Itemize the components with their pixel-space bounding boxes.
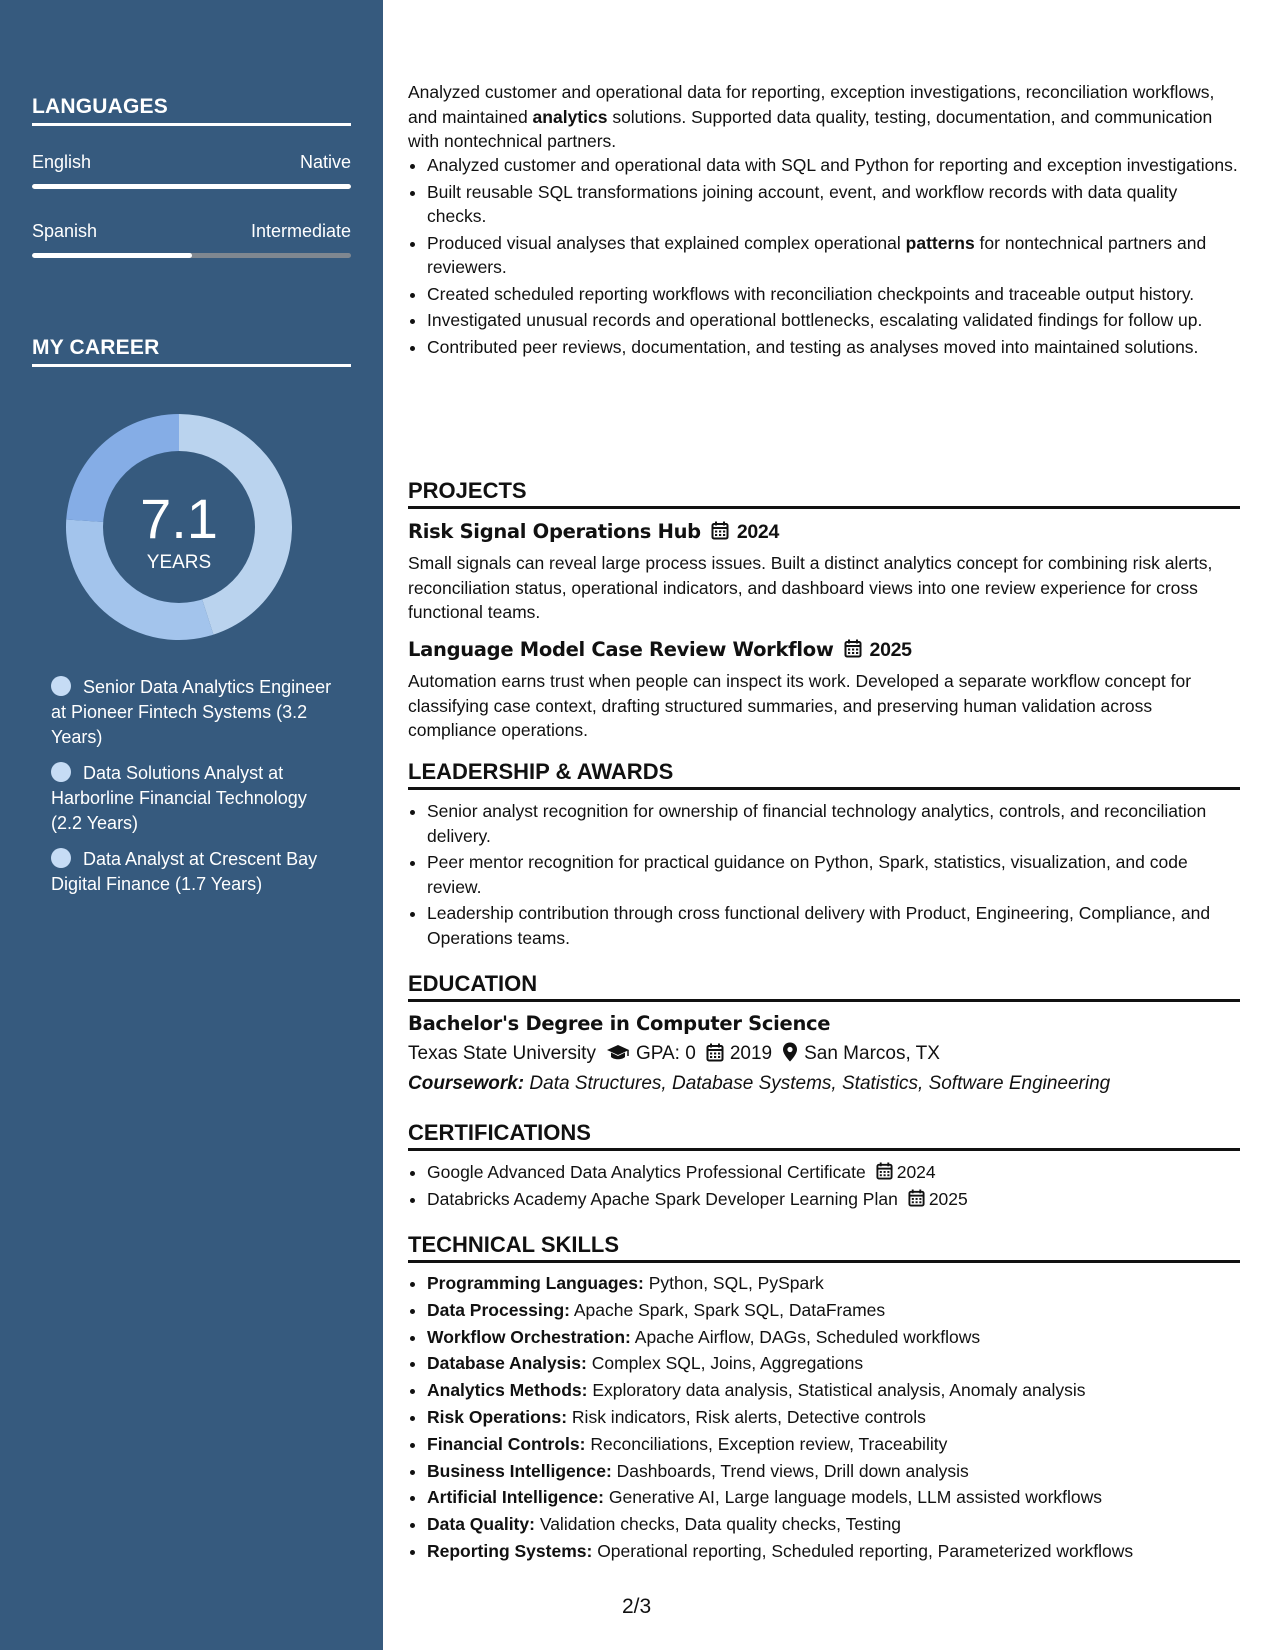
skill-value: Python, SQL, PySpark xyxy=(648,1273,824,1293)
sidebar xyxy=(0,0,383,1650)
coursework-label: Coursework: xyxy=(408,1073,525,1094)
page-number: 2/3 xyxy=(622,1595,652,1618)
list-item: • Analyzed customer and operational data with SQL and Python for reporting and exception investigations. xyxy=(427,153,1240,178)
project-description: Small signals can reveal large process issues. Built a distinct analytics concept for combining risk alerts, reconciliation status, operational indicators, and dashboard views into one review experience for cross functional teams. xyxy=(408,553,1213,622)
skill-label: Business Intelligence: xyxy=(427,1460,612,1481)
list-item: • Contributed peer reviews, documentation, and testing as analyses moved into maintained solutions. xyxy=(427,335,1240,360)
skill-value: Risk indicators, Risk alerts, Detective controls xyxy=(571,1406,926,1427)
skill-label: Financial Controls: xyxy=(427,1433,586,1454)
list-item: • Investigated unusual records and operational bottlenecks, escalating validated findings for follow up. xyxy=(427,308,1240,333)
certification-year: 2024 xyxy=(896,1162,936,1182)
career-heading: MY CAREER xyxy=(32,336,351,367)
project-year: 2024 xyxy=(736,521,780,543)
calendar-icon xyxy=(908,1189,925,1207)
language-spanish-bar-fill xyxy=(32,253,192,258)
career-donut-chart xyxy=(66,414,292,640)
project-name: Language Model Case Review Workflow xyxy=(408,638,834,661)
calendar-icon xyxy=(844,639,862,658)
career-item xyxy=(51,675,341,750)
certification-year: 2025 xyxy=(928,1189,968,1209)
location-text: San Marcos, TX xyxy=(804,1043,940,1064)
language-name: Spanish xyxy=(32,221,98,241)
skill-label: Analytics Methods: xyxy=(427,1380,588,1401)
calendar-icon xyxy=(711,521,729,540)
list-item: • Leadership contribution through cross functional delivery with Product, Engineering, Compliance, and Operations teams. xyxy=(427,901,1240,950)
skill-item xyxy=(427,1297,1240,1324)
skill-value: Dashboards, Trend views, Drill down analysis xyxy=(616,1460,969,1481)
skill-item xyxy=(427,1270,1240,1297)
skill-label: Artificial Intelligence: xyxy=(427,1487,604,1508)
skill-item xyxy=(427,1324,1240,1351)
language-level: Native xyxy=(299,152,351,172)
education-heading: EDUCATION xyxy=(408,971,1240,1002)
skill-label: Workflow Orchestration: xyxy=(427,1326,631,1347)
skill-value: Reconciliations, Exception review, Traceability xyxy=(590,1433,948,1454)
list-item: • Senior analyst recognition for ownership of financial technology analytics, controls, and reconciliation delivery. xyxy=(427,799,1240,848)
experience-summary xyxy=(408,80,1240,154)
skill-value: Generative AI, Large language models, LLM assisted workflows xyxy=(608,1487,1103,1508)
list-item: • Built reusable SQL transformations joining account, event, and workflow records with data quality checks. xyxy=(427,180,1240,229)
experience-bullets xyxy=(408,153,1240,361)
skill-item xyxy=(427,1404,1240,1431)
career-item-text: Senior Data Analytics Engineer at Pioneer Fintech Systems (3.2 Years) xyxy=(51,677,332,747)
projects-heading: PROJECTS xyxy=(408,478,1240,509)
language-english-bar xyxy=(32,184,351,189)
language-level: Intermediate xyxy=(250,221,351,241)
career-item-text: Data Analyst at Crescent Bay Digital Finance (1.7 Years) xyxy=(51,849,318,894)
skill-item xyxy=(427,1377,1240,1404)
skill-item xyxy=(427,1350,1240,1377)
map-pin-icon xyxy=(782,1042,798,1062)
language-spanish-bar xyxy=(32,253,351,258)
degree-title: Bachelor's Degree in Computer Science xyxy=(408,1012,831,1035)
coursework xyxy=(408,1073,1110,1095)
language-english xyxy=(32,152,351,173)
project-name: Risk Signal Operations Hub xyxy=(408,520,701,543)
skill-item xyxy=(427,1431,1240,1458)
leadership-list xyxy=(408,799,1240,952)
project-title xyxy=(408,638,912,662)
career-item xyxy=(51,761,341,836)
certifications-list xyxy=(408,1159,968,1213)
list-item: • Created scheduled reporting workflows with reconciliation checkpoints and traceable output history. xyxy=(427,282,1240,307)
summary-text: solutions. Supported data quality, testing, documentation, and communication with nontechnical partners. xyxy=(408,106,1213,151)
graduation-cap-icon xyxy=(606,1044,630,1062)
summary-text: Analyzed customer and operational data for reporting, exception investigations, reconciliation workflows, and maintained xyxy=(408,82,1215,127)
list-item: • Peer mentor recognition for practical guidance on Python, Spark, statistics, visualization, and code review. xyxy=(427,850,1240,899)
legend-dot xyxy=(51,848,71,868)
bullet-bold: patterns xyxy=(905,232,975,253)
legend-dot xyxy=(51,676,71,696)
skill-item xyxy=(427,1458,1240,1485)
graduation-year: 2019 xyxy=(729,1043,773,1064)
legend-dot xyxy=(51,762,71,782)
skill-label: Data Quality: xyxy=(427,1514,535,1535)
years-label: YEARS xyxy=(146,552,212,573)
project-year: 2025 xyxy=(869,639,912,661)
certification-name: Databricks Academy Apache Spark Developer Learning Plan xyxy=(427,1189,898,1209)
gpa-value: GPA: 0 xyxy=(635,1043,696,1064)
school-name: Texas State University xyxy=(408,1043,596,1064)
list-item xyxy=(427,1186,968,1213)
language-spanish xyxy=(32,221,351,242)
project-description: Automation earns trust when people can inspect its work. Developed a separate workflow concept for classifying case context, drafting structured summaries, and preserving human validation across compliance operations. xyxy=(408,671,1192,740)
list-item xyxy=(427,231,1240,280)
skill-item xyxy=(427,1484,1240,1511)
calendar-icon xyxy=(876,1162,893,1180)
languages-heading: LANGUAGES xyxy=(32,95,351,126)
total-years-value: 7.1 xyxy=(140,487,218,550)
coursework-text: Data Structures, Database Systems, Statistics, Software Engineering xyxy=(529,1073,1111,1094)
skill-label: Data Processing: xyxy=(427,1299,570,1320)
career-list xyxy=(51,675,341,908)
bullet-text: for nontechnical partners and reviewers. xyxy=(427,232,1207,277)
skill-value: Exploratory data analysis, Statistical analysis, Anomaly analysis xyxy=(592,1380,1086,1401)
calendar-icon xyxy=(706,1043,724,1062)
certifications-heading: CERTIFICATIONS xyxy=(408,1120,1240,1151)
certification-name: Google Advanced Data Analytics Professional Certificate xyxy=(427,1162,866,1182)
project-title xyxy=(408,520,779,544)
skill-value: Complex SQL, Joins, Aggregations xyxy=(591,1353,864,1374)
language-english-bar-fill xyxy=(32,184,351,189)
skill-item xyxy=(427,1511,1240,1538)
bullet-text: Produced visual analyses that explained complex operational xyxy=(427,232,906,253)
skills-heading: TECHNICAL SKILLS xyxy=(408,1232,1240,1263)
skill-label: Reporting Systems: xyxy=(427,1540,593,1561)
language-name: English xyxy=(32,152,92,172)
skill-label: Database Analysis: xyxy=(427,1353,587,1374)
skill-value: Apache Airflow, DAGs, Scheduled workflows xyxy=(634,1326,981,1347)
skill-value: Operational reporting, Scheduled reporting, Parameterized workflows xyxy=(597,1540,1134,1561)
education-details xyxy=(408,1042,940,1065)
career-item xyxy=(51,847,341,897)
skill-label: Risk Operations: xyxy=(427,1406,568,1427)
list-item xyxy=(427,1159,968,1186)
skill-value: Apache Spark, Spark SQL, DataFrames xyxy=(573,1299,886,1320)
skill-item xyxy=(427,1538,1240,1565)
skill-value: Validation checks, Data quality checks, Testing xyxy=(539,1514,902,1535)
summary-bold: analytics xyxy=(532,106,608,127)
skill-label: Programming Languages: xyxy=(427,1273,644,1293)
leadership-heading: LEADERSHIP & AWARDS xyxy=(408,759,1240,790)
skills-list xyxy=(408,1270,1240,1565)
career-item-text: Data Solutions Analyst at Harborline Financial Technology (2.2 Years) xyxy=(51,763,307,833)
